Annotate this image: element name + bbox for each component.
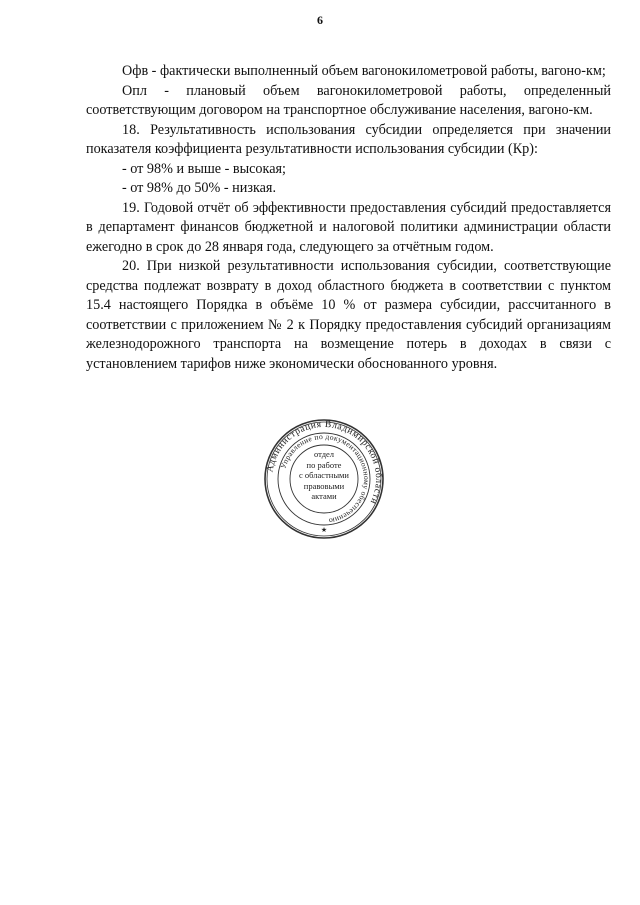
list-item-low: - от 98% до 50% - низкая. bbox=[122, 180, 276, 196]
paragraph-opl: Опл - плановый объем вагонокилометровой работы, определенный соответствующим договором на транспортное обслуживание населения, вагоно-км. bbox=[86, 82, 611, 118]
page-number: 6 bbox=[317, 13, 323, 27]
seal-outer-text: Администрация Владимирской области bbox=[265, 419, 384, 506]
seal-inner-text: Управление по документационному обеспечению bbox=[278, 431, 372, 526]
paragraph-18: 18. Результативность использования субсидии определяется при значении показателя коэффициента результативности использования субсидии (Кр): bbox=[86, 121, 611, 157]
paragraph-20: 20. При низкой результативности использования субсидии, соответствующие средства подлежат возврату в доход областного бюджета в соответствии с пунктом 15.4 настоящего Порядка в объёме 10 % от размера субсидии, рассчитанного в соответствии с приложением № 2 к Порядку предоставления субсидий организациям железнодорожного транспорта на возмещение потерь в доходах в связи с установлением тарифов ниже экономически обоснованного уровня. bbox=[86, 258, 611, 372]
seal-center-line: отдел bbox=[313, 449, 335, 459]
seal-center-text bbox=[263, 449, 385, 502]
paragraph-19: 19. Годовой отчёт об эффективности предоставления субсидий предоставляется в департамент финансов бюджетной и налоговой политики администрации области ежегодно в срок до 28 января года, следующего за отчётным годом. bbox=[86, 199, 611, 255]
paragraph-ofv: Офв - фактически выполненный объем вагонокилометровой работы, вагоно-км; bbox=[122, 63, 606, 79]
document-body bbox=[86, 62, 611, 374]
list-item-high: - от 98% и выше - высокая; bbox=[122, 160, 286, 177]
seal-center-line: по работе bbox=[306, 459, 342, 470]
seal-center-line: с областными bbox=[299, 470, 349, 480]
seal-center-line: актами bbox=[311, 491, 337, 501]
official-seal bbox=[263, 418, 385, 540]
seal-center-line: правовыми bbox=[303, 480, 345, 491]
seal-star-icon: ★ bbox=[320, 526, 328, 534]
